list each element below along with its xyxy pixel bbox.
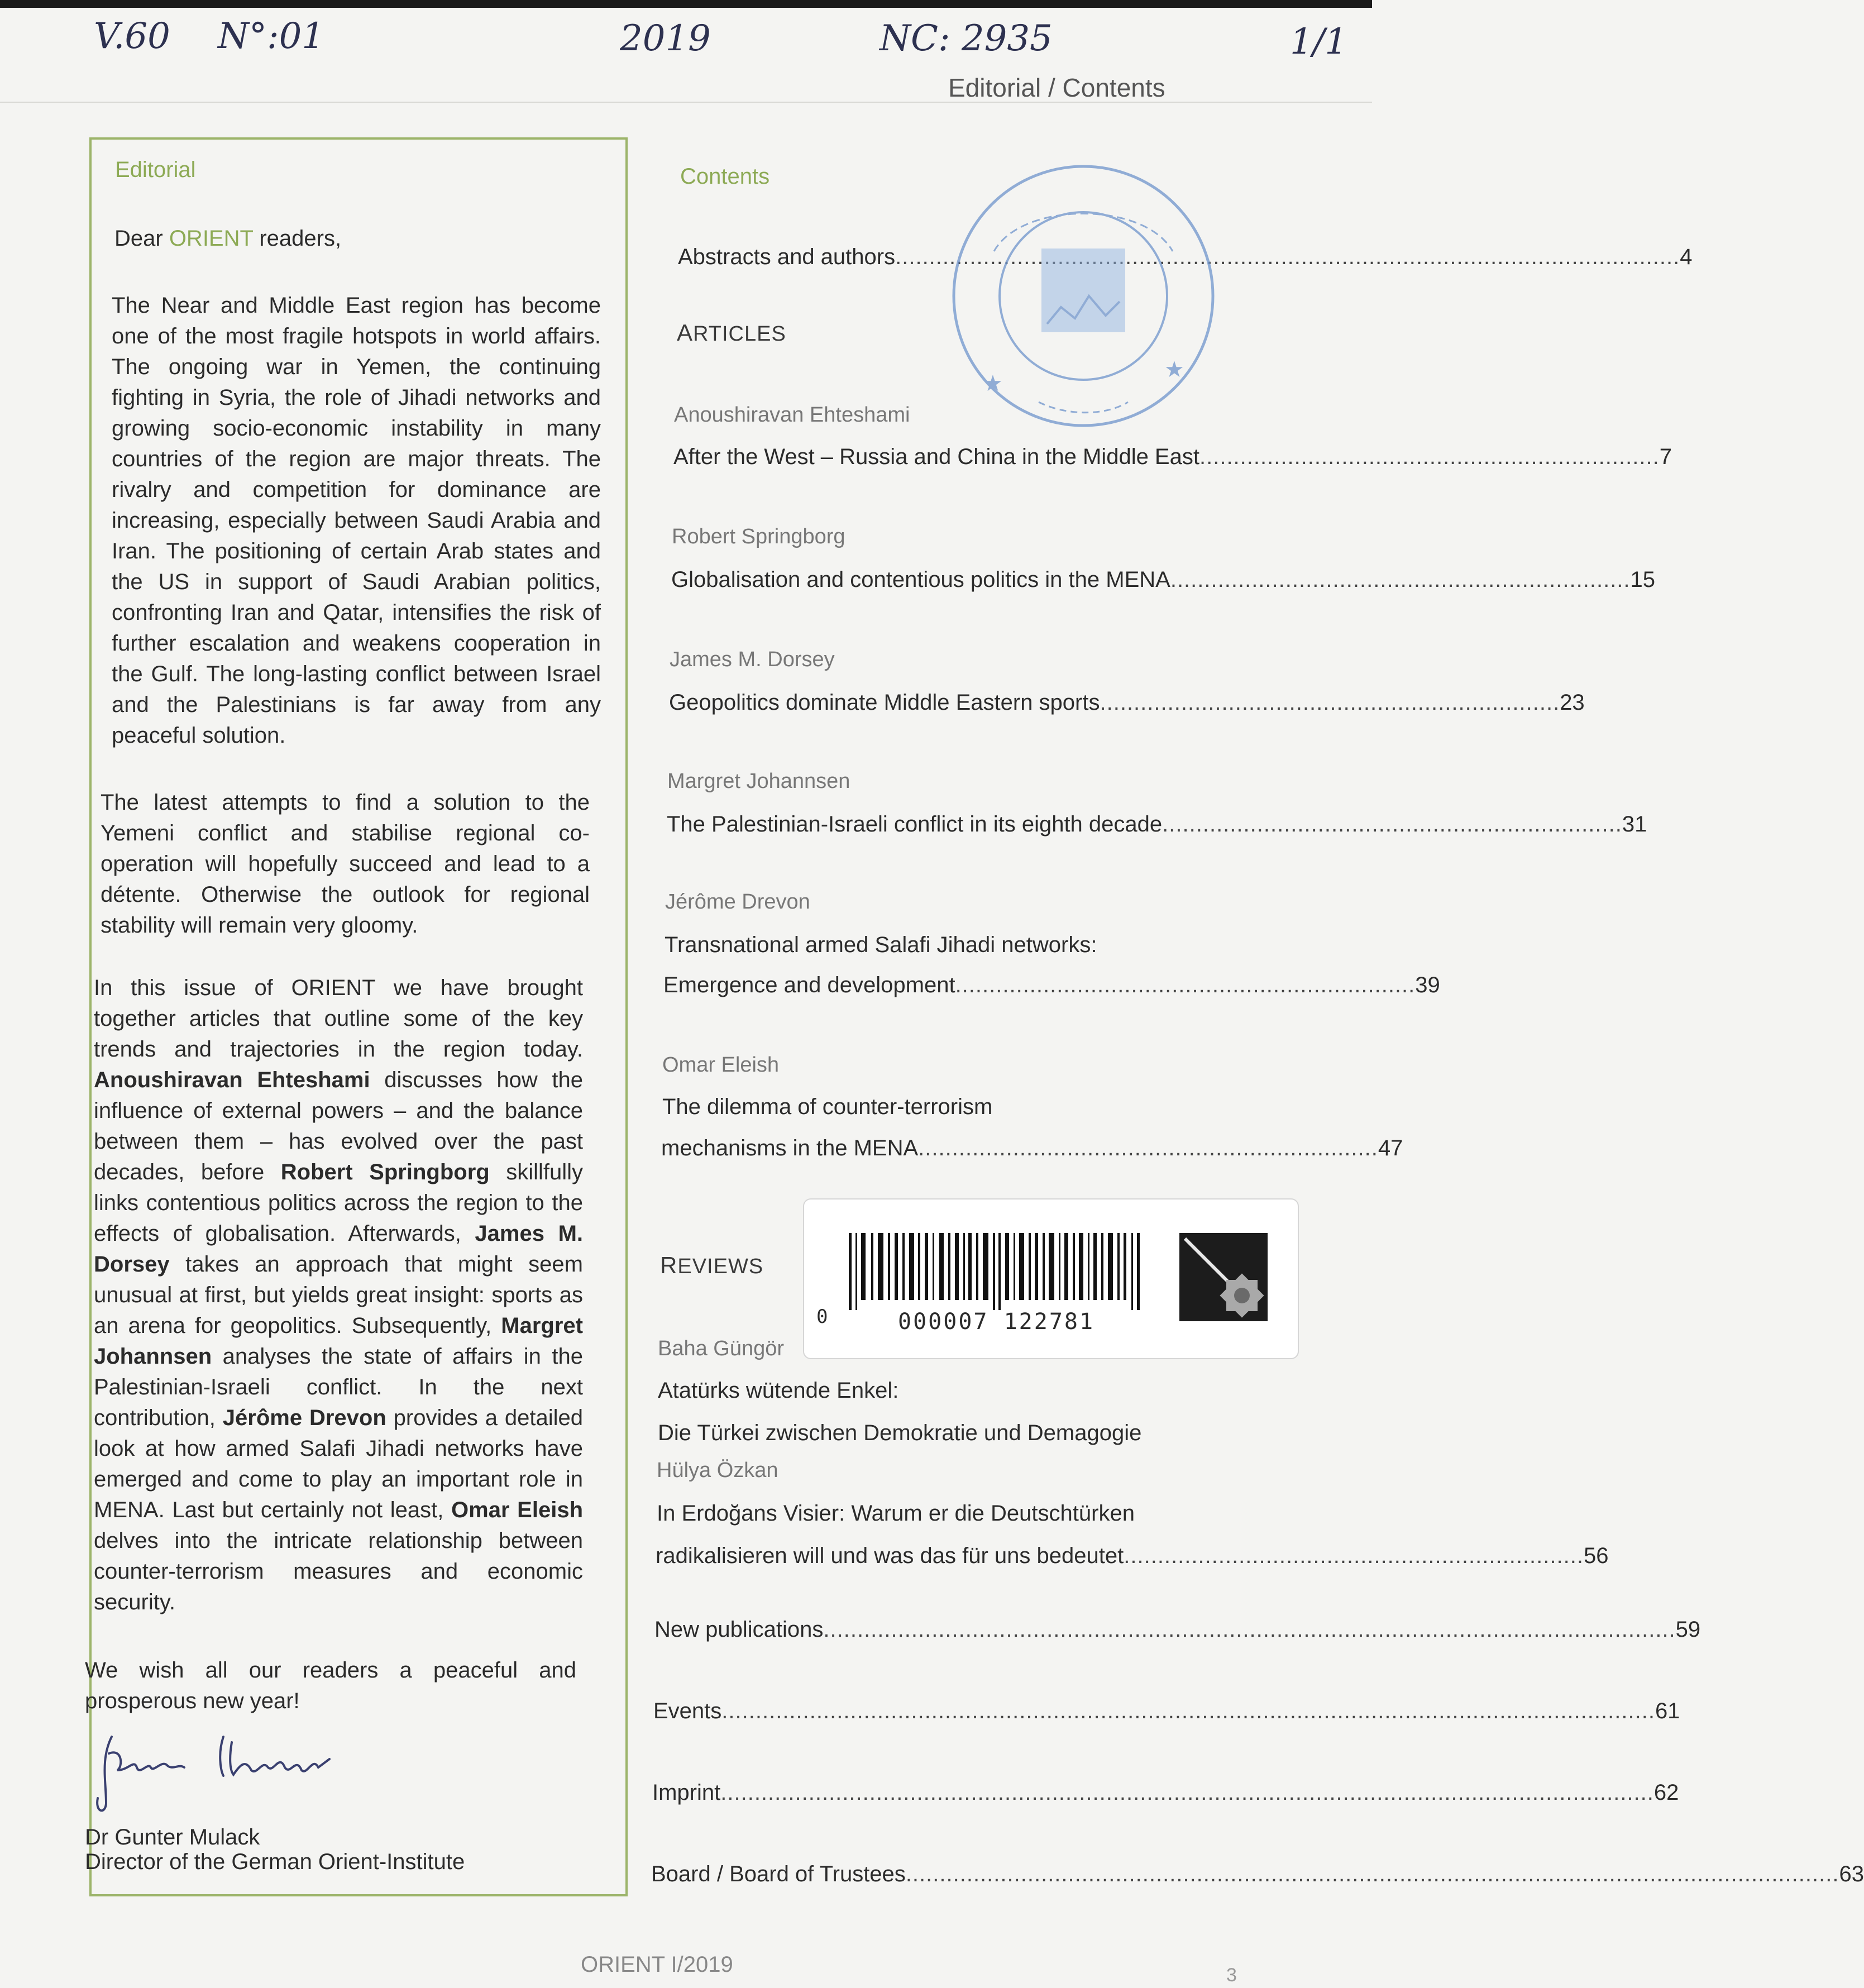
- page-number: 3: [1226, 1965, 1237, 1986]
- toc-imprint: Imprint .......................................................................................................................................... 62: [652, 1780, 1679, 1805]
- svg-text:★: ★: [983, 371, 1003, 396]
- toc-author: Margret Johannsen: [667, 770, 850, 793]
- handwritten-volume: V.60: [94, 16, 170, 57]
- editorial-paragraph-4: We wish all our readers a peaceful and prosperous new year!: [85, 1658, 576, 1713]
- editorial-salutation: Dear ORIENT readers,: [114, 226, 342, 251]
- editorial-paragraph-2: The latest attempts to find a solution to the Yemeni conflict and stabilise regional co-operation will hopefully succeed and lead to a détente. Otherwise the outlook for regional stability will remain very gloomy.: [101, 790, 590, 938]
- running-head: Editorial / Contents: [948, 73, 1165, 102]
- header-rule: [0, 102, 1372, 103]
- toc-author: Jérôme Drevon: [665, 890, 810, 914]
- toc-author: Omar Eleish: [662, 1053, 780, 1077]
- toc-article: After the West – Russia and China in the Middle East .................................................................... 7: [673, 445, 1672, 469]
- barcode-lead-digit: 0: [816, 1306, 828, 1328]
- barcode-bars: [849, 1233, 1145, 1310]
- author-ref: James M. Dorsey: [94, 1221, 583, 1277]
- toc-article: The Palestinian-Israeli conflict in its eighth decade .................................................................... 31: [667, 812, 1647, 837]
- brand-name: ORIENT: [169, 226, 254, 251]
- signer-block: [85, 1825, 465, 1874]
- toc-review-line: In Erdoğans Visier: Warum er die Deutschtürken: [657, 1501, 1135, 1526]
- toc-review-line: Die Türkei zwischen Demokratie und Demagogie: [658, 1421, 1142, 1445]
- toc-new-publications: New publications .............................................................................................................................. 59: [654, 1617, 1701, 1642]
- barcode-number: 000007 122781: [898, 1309, 1095, 1335]
- contents-title: Contents: [680, 164, 770, 189]
- toc-author: James M. Dorsey: [670, 648, 835, 671]
- signer-title: Director of the German Orient-Institute: [85, 1850, 465, 1874]
- toc-article: Geopolitics dominate Middle Eastern sports .................................................................... 23: [669, 690, 1585, 715]
- toc-article-line: The dilemma of counter-terrorism: [662, 1095, 993, 1119]
- handwritten-copy: 1/1: [1290, 21, 1347, 63]
- scan-top-edge: [0, 0, 1372, 8]
- toc-article: Globalisation and contentious politics in the MENA .................................................................... 15: [671, 567, 1656, 592]
- author-ref: Omar Eleish: [451, 1498, 583, 1522]
- editorial-paragraph-3: In this issue of ORIENT we have brought together articles that outline some of the key trends and trajectories in the region today. Anoushiravan Ehteshami discusses how the influence of external powers – and the balance between them – has evolved over the past decades, before Robert Springborg skillfully links contentious politics across the region to the effects of globalisation. Afterwards, James M. Dorsey takes an approach that might seem unusual at first, but yields great insight: sports as an arena for geopolitics. Subsequently, Margret Johannsen analyses the state of affairs in the Palestinian-Israeli conflict. In the next contribution, Jérôme Drevon provides a detailed look at how armed Salafi Jihadi networks have emerged and come to play an important role in MENA. Last but certainly not least, Omar Eleish delves into the intricate relationship between counter-terrorism measures and economic security.: [94, 976, 583, 1614]
- handwritten-year: 2019: [620, 18, 711, 59]
- toc-events: Events .......................................................................................................................................... 61: [653, 1699, 1680, 1723]
- toc-review-line: Atatürks wütende Enkel:: [658, 1378, 899, 1403]
- toc-article-line: Transnational armed Salafi Jihadi networks:: [665, 933, 1097, 957]
- toc-author: Hülya Özkan: [657, 1459, 778, 1482]
- toc-review: radikalisieren will und was das für uns bedeutet .................................................................... 56: [656, 1543, 1609, 1568]
- journal-footer: ORIENT I/2019: [581, 1952, 733, 1977]
- author-ref: Jérôme Drevon: [222, 1406, 386, 1430]
- publisher-logo-icon: [1179, 1233, 1268, 1321]
- author-ref: Margret Johannsen: [94, 1313, 583, 1369]
- toc-author: Robert Springborg: [672, 525, 845, 548]
- toc-abstracts: Abstracts and authors .................................................................................................................... 4: [678, 245, 1693, 269]
- handwritten-number: N°:01: [218, 16, 324, 57]
- signature: [84, 1714, 374, 1826]
- toc-article: mechanisms in the MENA .................................................................... 47: [661, 1136, 1403, 1160]
- library-stamp: [944, 156, 1223, 436]
- signer-name: Dr Gunter Mulack: [85, 1825, 260, 1850]
- toc-board: Board / Board of Trustees .......................................................................................................................................... 63: [651, 1862, 1864, 1886]
- articles-heading: ARTICLES: [677, 319, 786, 346]
- reviews-heading: REVIEWS: [660, 1252, 764, 1278]
- toc-author: Baha Güngör: [658, 1337, 785, 1360]
- editorial-title: Editorial: [115, 157, 196, 182]
- handwritten-nc: NC: 2935: [880, 18, 1053, 59]
- toc-article: Emergence and development .................................................................... 39: [663, 973, 1440, 997]
- toc-author: Anoushiravan Ehteshami: [674, 403, 910, 427]
- editorial-paragraph-1: The Near and Middle East region has become one of the most fragile hotspots in world affairs. The ongoing war in Yemen, the continuing fighting in Syria, the role of Jihadi networks and growing socio-economic instability in many countries of the region are major threats. The rivalry and competition for dominance are increasing, especially between Saudi Arabia and Iran. The positioning of certain Arab states and the US in support of Saudi Arabian politics, confronting Iran and Qatar, intensifies the risk of further escalation and weakens cooperation in the Gulf. The long-lasting conflict between Israel and the Palestinians is far away from any peaceful solution.: [112, 293, 601, 748]
- svg-text:★: ★: [1164, 357, 1184, 383]
- author-ref: Robert Springborg: [280, 1160, 490, 1184]
- author-ref: Anoushiravan Ehteshami: [94, 1068, 370, 1092]
- barcode-sticker: [803, 1198, 1299, 1359]
